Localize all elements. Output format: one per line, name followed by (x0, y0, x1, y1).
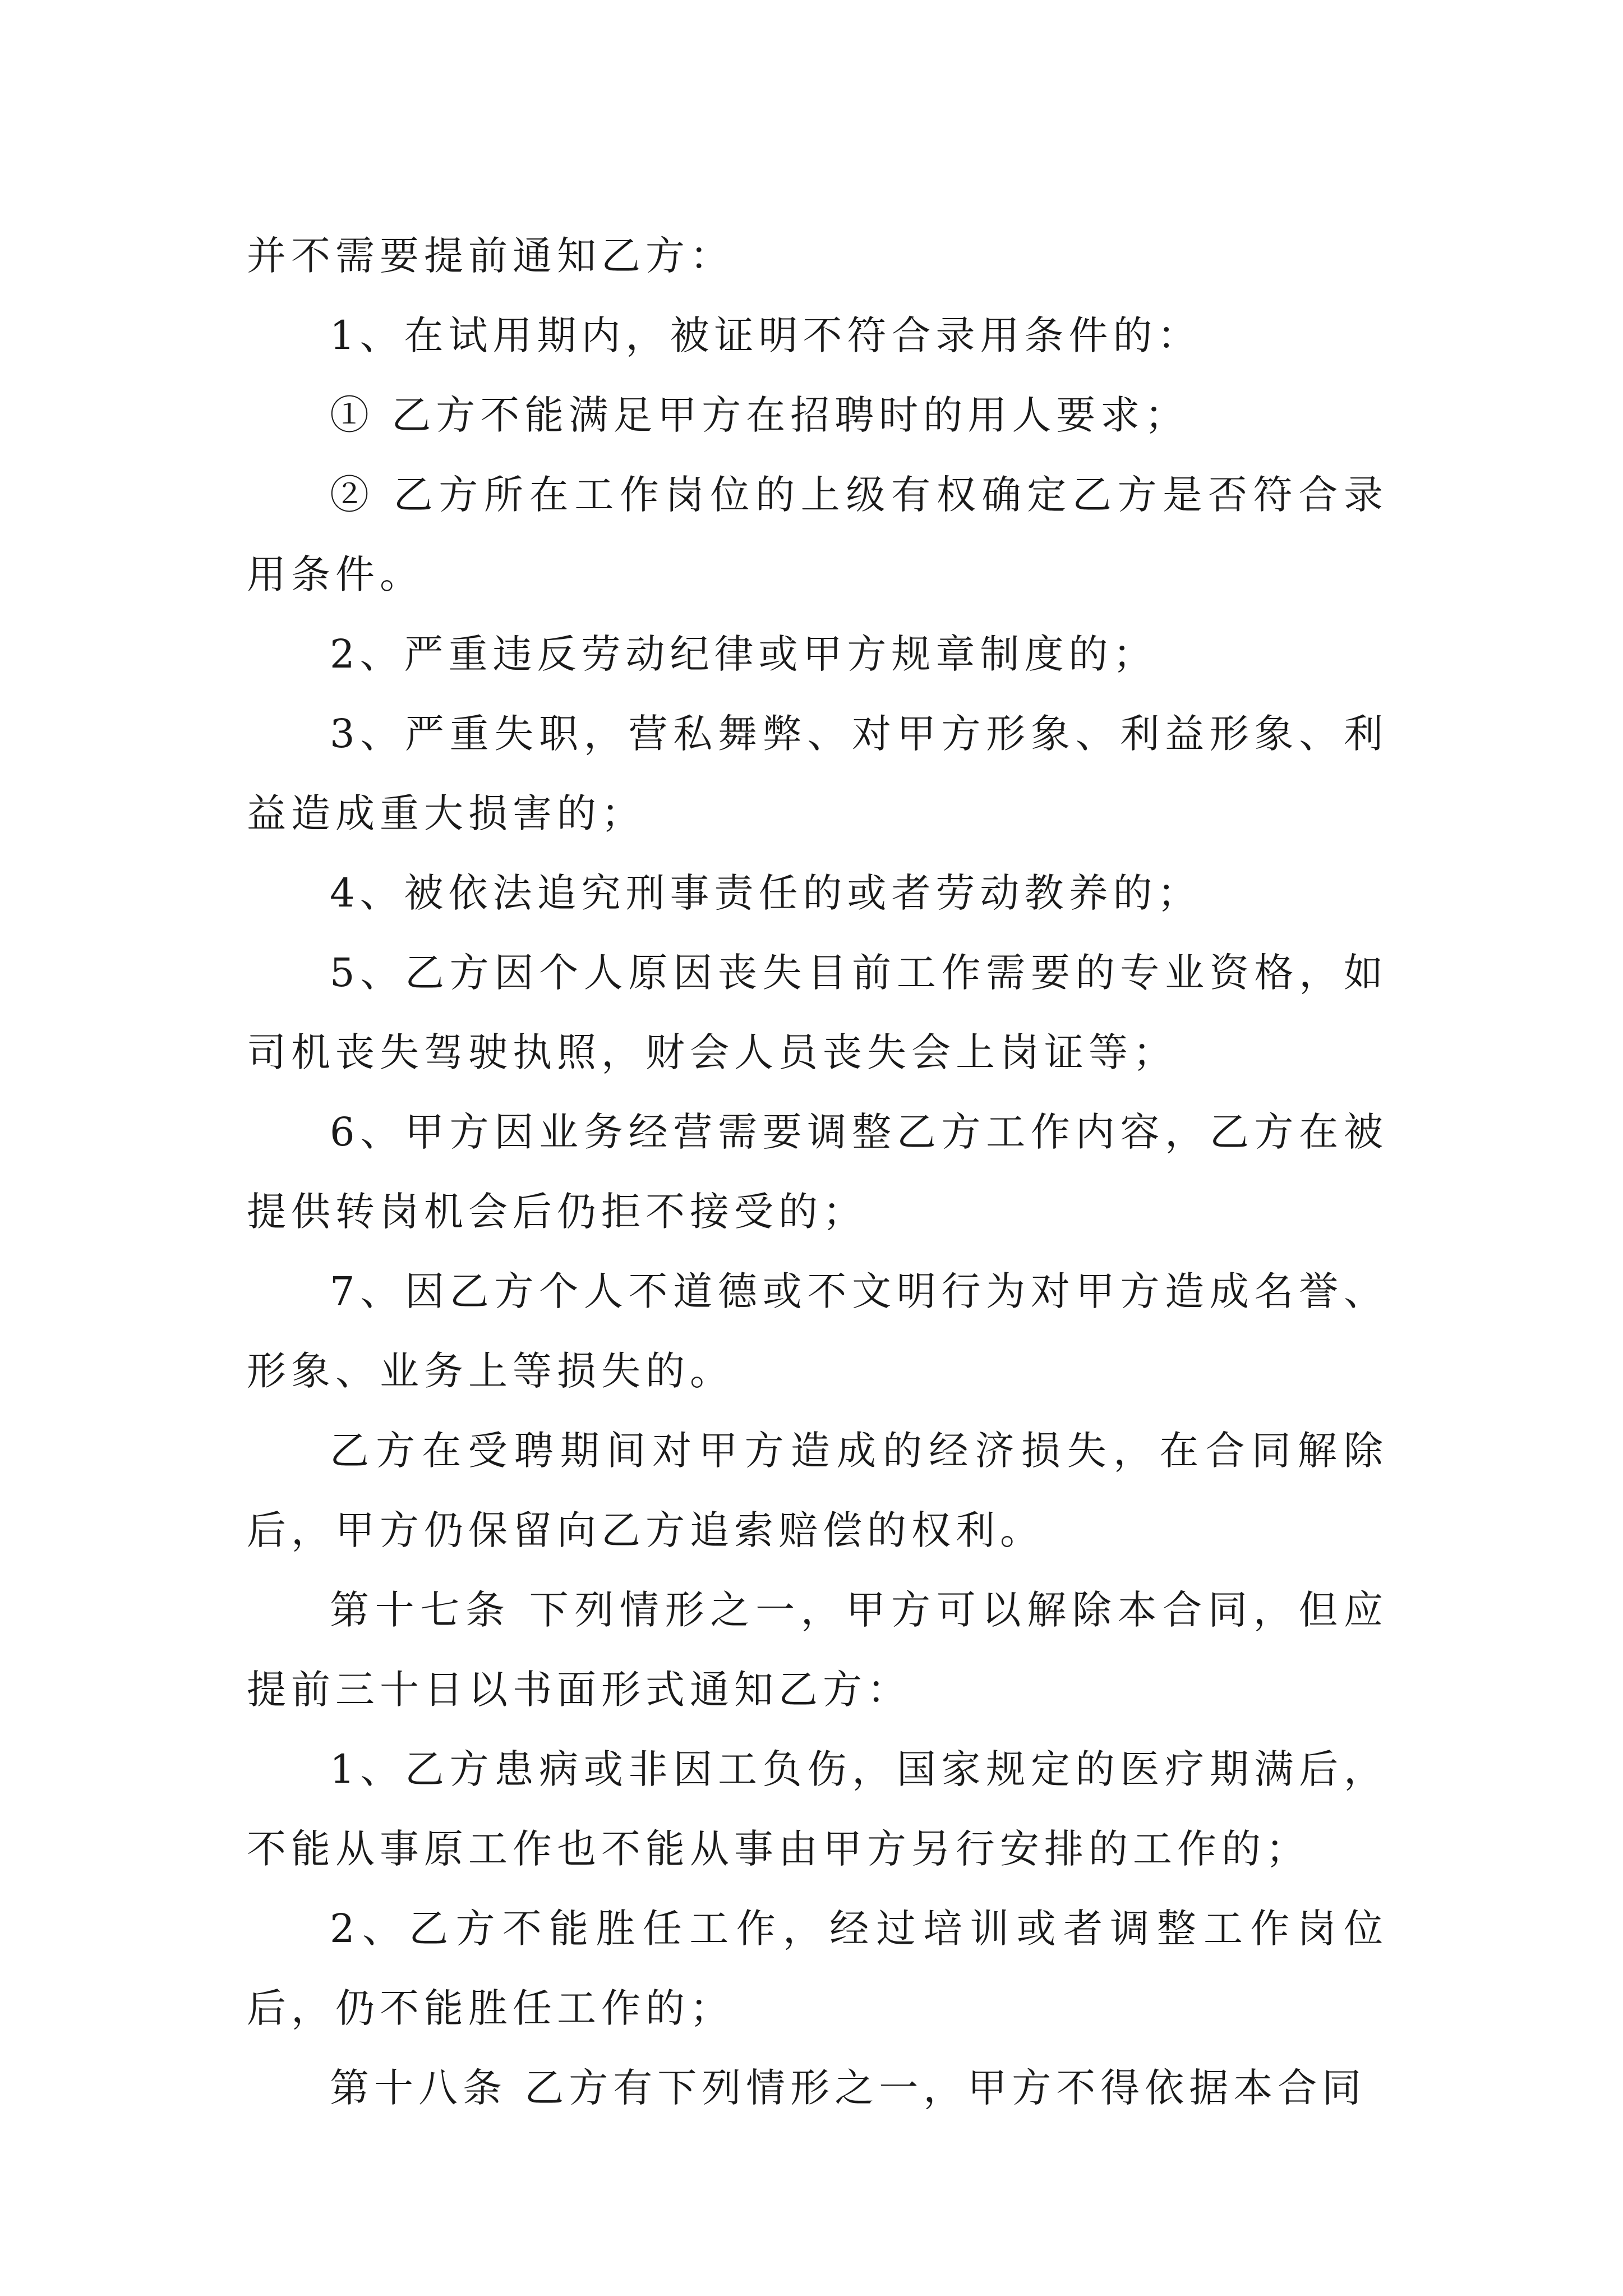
article-17-item-1: 1、乙方患病或非因工负伤，国家规定的医疗期满后，不能从事原工作也不能从事由甲方另行安排的工作的； (247, 1746, 1388, 1872)
paragraph-item-4: 4、被依法追究刑事责任的或者劳动教养的； (330, 870, 1202, 916)
paragraph-item-1: 1、在试用期内，被证明不符合录用条件的： (330, 312, 1202, 358)
paragraph-compensation: 乙方在受聘期间对甲方造成的经济损失，在合同解除后，甲方仍保留向乙方追索赔偿的权利。 (247, 1428, 1388, 1553)
paragraph-intro: 并不需要提前通知乙方： (247, 233, 734, 279)
paragraph-item-3: 3、严重失职，营私舞弊、对甲方形象、利益形象、利益造成重大损害的； (247, 711, 1388, 836)
article-17-heading: 第十七条 下列情形之一，甲方可以解除本合同，但应提前三十日以书面形式通知乙方： (247, 1587, 1388, 1713)
paragraph-item-5: 5、乙方因个人原因丧失目前工作需要的专业资格，如司机丧失驾驶执照，财会人员丧失会上岗证等； (247, 950, 1388, 1075)
paragraph-subitem-2: ② 乙方所在工作岗位的上级有权确定乙方是否符合录用条件。 (247, 472, 1388, 597)
article-18-heading: 第十八条 乙方有下列情形之一，甲方不得依据本合同 (330, 2065, 1367, 2111)
paragraph-item-7: 7、因乙方个人不道德或不文明行为对甲方造成名誉、形象、业务上等损失的。 (247, 1268, 1388, 1394)
document-body (247, 216, 1388, 2128)
paragraph-item-2: 2、严重违反劳动纪律或甲方规章制度的； (330, 631, 1158, 677)
article-17-item-2: 2、乙方不能胜任工作，经过培训或者调整工作岗位后，仍不能胜任工作的； (247, 1906, 1388, 2031)
paragraph-item-6: 6、甲方因业务经营需要调整乙方工作内容，乙方在被提供转岗机会后仍拒不接受的； (247, 1109, 1388, 1235)
paragraph-subitem-1: ① 乙方不能满足甲方在招聘时的用人要求； (330, 392, 1189, 438)
